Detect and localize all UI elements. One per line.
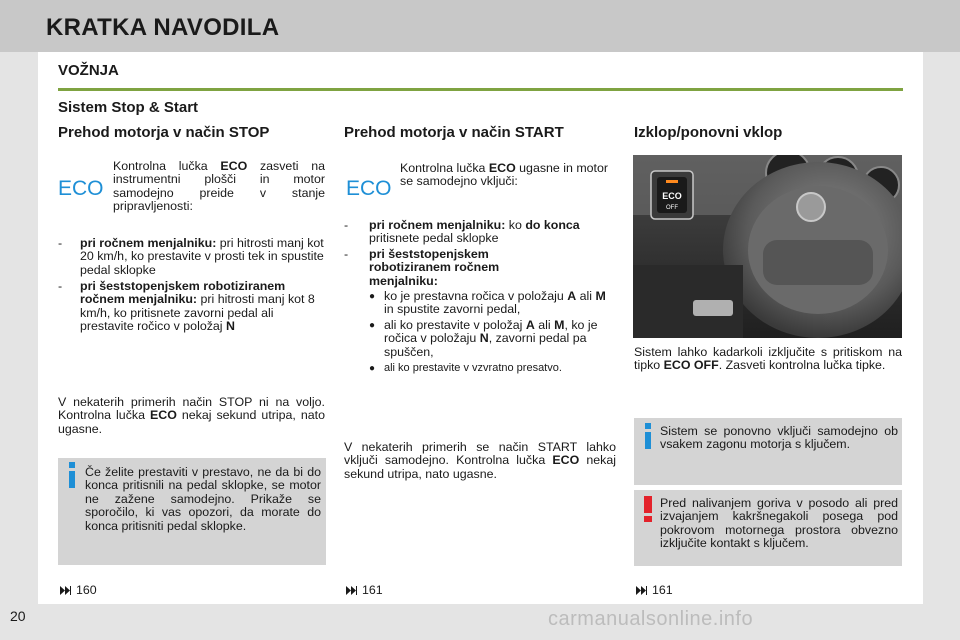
bullet-dash: - [344,218,349,232]
bullet-dot: ● [369,320,376,331]
col2-sub-reverse: ali ko prestavite v vzvratno presatvo. [384,362,562,374]
col2-note: V nekaterih primerih se način START lahko vključi samodejno. Kontrolna lučka ECO nekaj sekund utripa, nato ugasne. [344,440,616,481]
col1-note: V nekaterih primerih način STOP ni na voljo. Kontrolna lučka ECO nekaj sekund utripa, nato ugasne. [58,395,325,436]
col1-bullet-manual: pri ročnem menjalniku: pri hitrosti manj kot 20 km/h, ko prestavite v prosti tek in spustite pedal sklopke [80,236,324,277]
col1-heading: Prehod motorja v način STOP [58,124,270,141]
bullet-dash: - [58,236,63,250]
info-icon [66,462,78,488]
dashboard-illustration [633,155,902,338]
col2-bullet-manual: pri ročnem menjalniku: ko do konca pritisnete pedal sklopke [369,218,580,246]
eco-warning-light-icon [58,175,104,199]
col1-page-reference[interactable] [60,583,97,597]
page-reference-icon [636,586,647,595]
col2-sub-n: ali ko prestavite v položaj A ali M, ko je ročica v položaju N, zavorni pedal pa spuščen, [384,318,598,359]
bullet-dot: ● [369,363,376,374]
page-number: 20 [10,608,26,624]
eco-warning-light-icon [346,175,392,199]
page-reference-icon [60,586,71,595]
col3-info-text: Sistem se ponovno vključi samodejno ob vsakem zagonu motorja s ključem. [660,424,898,452]
page-header-title: KRATKA NAVODILA [46,14,280,41]
page-reference-number: 161 [362,583,383,597]
bullet-dash: - [344,247,349,261]
section-title: VOŽNJA [58,62,119,79]
subsection-title: Sistem Stop & Start [58,99,199,116]
bullet-dot: ● [369,291,376,302]
col2-sub-a-m: ko je prestavna ročica v položaju A ali M in spustite zavorni pedal, [384,289,606,317]
svg-text:OFF: OFF [666,205,678,211]
svg-text:ECO: ECO [346,177,392,199]
col1-bullet-robotized: pri šeststopenjskem robotiziranem ročnem menjalniku: pri hitrosti manj kot 8 km/h, ko pritisnete zavorni pedal ali prestavite ročico v položaj N [80,279,315,334]
bullet-dash: - [58,279,63,293]
watermark: carmanualsonline.info [548,608,754,630]
col2-page-reference[interactable] [346,583,383,597]
col1-intro: Kontrolna lučka ECO zasveti na instrumentni plošči in motor samodejno preide v stanje pripravljenosti: [113,159,326,214]
col3-text: Sistem lahko kadarkoli izključite s pritiskom na tipko ECO OFF. Zasveti kontrolna lučka tipke. [634,345,902,373]
col2-heading: Prehod motorja v način START [344,124,564,141]
page-reference-icon [346,586,357,595]
info-icon [642,423,654,449]
svg-text:ECO: ECO [662,191,682,201]
col3-warning-text: Pred nalivanjem goriva v posodo ali pred izvajanjem kakršnegakoli posega pod pokrovom motornega prostora obvezno izključite kontakt s ključem. [660,496,898,551]
col1-info-text: Če želite prestaviti v prestavo, ne da bi do konca pritisnili na pedal sklopke, se motor ne zažene samodejno. Prikaže se sporočilo, ki vas opozori, da morate do konca pritisniti pedal sklopke. [85,465,321,533]
page-reference-number: 161 [652,583,673,597]
warning-icon [641,496,655,522]
svg-text:ECO: ECO [58,177,104,199]
col3-page-reference[interactable] [636,583,673,597]
section-divider [58,88,903,91]
page-reference-number: 160 [76,583,97,597]
dashboard-photo [633,155,902,338]
col2-intro: Kontrolna lučka ECO ugasne in motor se samodejno vključi: [400,161,609,189]
col3-heading: Izklop/ponovni vklop [634,124,783,141]
col2-bullet-robotized: pri šeststopenjskem robotiziranem ročnem menjalniku: [369,247,500,288]
